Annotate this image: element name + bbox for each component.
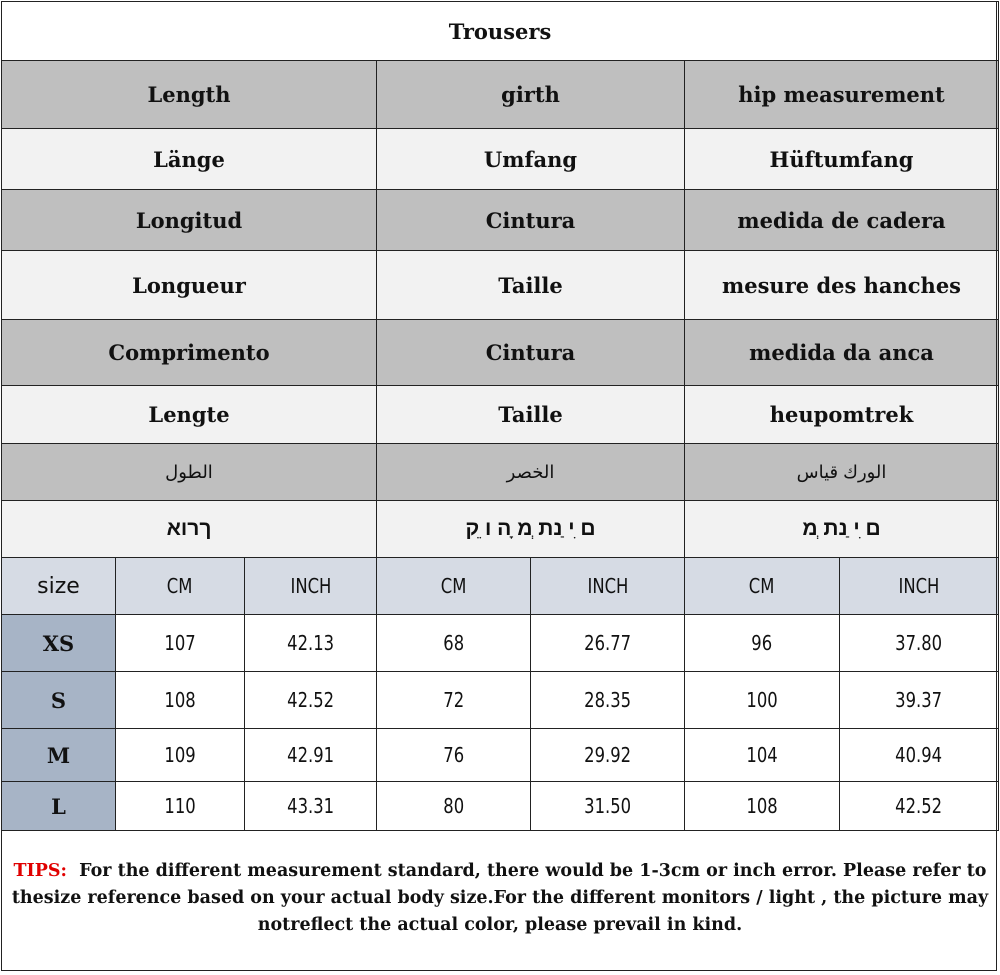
unit-header-text: CM <box>167 574 193 598</box>
value-cell <box>840 729 999 782</box>
label-row-fr <box>2 251 999 320</box>
girth-label: Taille <box>377 251 685 320</box>
value-cell <box>840 615 999 672</box>
value-text: 108 <box>746 794 778 818</box>
unit-header <box>116 558 245 615</box>
unit-header-text: CM <box>749 574 775 598</box>
length-label: Lengte <box>2 386 377 444</box>
table-title: Trousers <box>2 2 999 61</box>
value-cell <box>685 729 840 782</box>
value-cell <box>531 782 685 831</box>
value-text: 104 <box>746 743 778 767</box>
units-header-row <box>2 558 999 615</box>
label-row-es <box>2 190 999 251</box>
tips-text-1: For the different measurement standard, there would be 1-3cm or inch error. Please refer to <box>79 861 987 881</box>
hip-label: medida de cadera <box>685 190 999 251</box>
unit-header <box>531 558 685 615</box>
value-cell <box>116 729 245 782</box>
length-label: الطول <box>2 444 377 501</box>
length-label: Longueur <box>2 251 377 320</box>
value-cell <box>377 729 531 782</box>
hip-label: الورك قياس <box>685 444 999 501</box>
value-cell <box>531 672 685 729</box>
value-cell <box>531 729 685 782</box>
value-cell <box>531 615 685 672</box>
value-text: 96 <box>751 631 773 655</box>
tips-label: TIPS: <box>13 861 67 881</box>
unit-header-text: INCH <box>290 574 331 598</box>
unit-header <box>840 558 999 615</box>
girth-label: ם ִי ַנת ְמ ָה ו ֵק <box>377 501 685 558</box>
value-cell <box>840 782 999 831</box>
value-text: 42.52 <box>895 794 943 818</box>
tips-line-2: thesize reference based on your actual body size.For the different monitors / light , the picture may <box>11 888 989 908</box>
tips-line-3: notreflect the actual color, please prevail in kind. <box>257 915 743 935</box>
unit-header <box>685 558 840 615</box>
value-text: 109 <box>164 743 196 767</box>
label-row-de <box>2 129 999 190</box>
unit-header-text: INCH <box>898 574 940 598</box>
table-row <box>2 782 999 831</box>
value-cell <box>377 615 531 672</box>
tips-note <box>0 858 1000 939</box>
value-cell <box>245 729 377 782</box>
size-chart <box>1 1 998 831</box>
length-label: Longitud <box>2 190 377 251</box>
hip-label: mesure des hanches <box>685 251 999 320</box>
value-cell <box>116 782 245 831</box>
value-cell <box>685 615 840 672</box>
value-text: 31.50 <box>584 794 631 818</box>
value-text: 40.94 <box>895 743 943 767</box>
hip-label: medida da anca <box>685 320 999 386</box>
value-text: 29.92 <box>584 743 631 767</box>
value-text: 42.13 <box>287 631 334 655</box>
table-row <box>2 615 999 672</box>
size-table <box>1 1 999 831</box>
value-text: 110 <box>164 794 196 818</box>
hip-label: ם ִי ַנת ְמ <box>685 501 999 558</box>
girth-label: Taille <box>377 386 685 444</box>
value-text: 76 <box>443 743 464 767</box>
size-cell: S <box>2 672 116 729</box>
unit-header-text: INCH <box>587 574 628 598</box>
value-cell <box>116 672 245 729</box>
value-cell <box>377 672 531 729</box>
length-label: Length <box>2 61 377 129</box>
value-text: 43.31 <box>287 794 334 818</box>
value-text: 72 <box>443 688 464 712</box>
size-cell: M <box>2 729 116 782</box>
size-cell: XS <box>2 615 116 672</box>
girth-label: الخصر <box>377 444 685 501</box>
length-label: ךרוא <box>2 501 377 558</box>
value-text: 39.37 <box>895 688 943 712</box>
value-text: 42.52 <box>287 688 334 712</box>
girth-label: Umfang <box>377 129 685 190</box>
value-text: 42.91 <box>287 743 334 767</box>
value-text: 100 <box>746 688 778 712</box>
value-cell <box>245 672 377 729</box>
value-text: 80 <box>443 794 464 818</box>
girth-label: Cintura <box>377 190 685 251</box>
length-label: Länge <box>2 129 377 190</box>
hip-label: hip measurement <box>685 61 999 129</box>
label-row-he <box>2 501 999 558</box>
table-row <box>2 672 999 729</box>
title-row <box>2 2 999 61</box>
value-cell <box>377 782 531 831</box>
tips-line-1 <box>0 858 1000 885</box>
hip-label: heupomtrek <box>685 386 999 444</box>
label-row-en <box>2 61 999 129</box>
label-row-pt <box>2 320 999 386</box>
girth-label: Cintura <box>377 320 685 386</box>
value-cell <box>840 672 999 729</box>
value-cell <box>245 615 377 672</box>
value-cell <box>685 782 840 831</box>
size-cell: L <box>2 782 116 831</box>
value-text: 107 <box>164 631 196 655</box>
value-cell <box>685 672 840 729</box>
unit-header <box>245 558 377 615</box>
value-text: 37.80 <box>895 631 943 655</box>
girth-label: girth <box>377 61 685 129</box>
value-text: 68 <box>443 631 464 655</box>
value-text: 26.77 <box>584 631 631 655</box>
hip-label: Hüftumfang <box>685 129 999 190</box>
value-cell <box>245 782 377 831</box>
length-label: Comprimento <box>2 320 377 386</box>
value-text: 28.35 <box>584 688 631 712</box>
label-row-ar <box>2 444 999 501</box>
value-text: 108 <box>164 688 196 712</box>
unit-header <box>377 558 531 615</box>
table-row <box>2 729 999 782</box>
size-header: size <box>2 558 116 615</box>
unit-header-text: CM <box>440 574 467 598</box>
value-cell <box>116 615 245 672</box>
label-row-nl <box>2 386 999 444</box>
